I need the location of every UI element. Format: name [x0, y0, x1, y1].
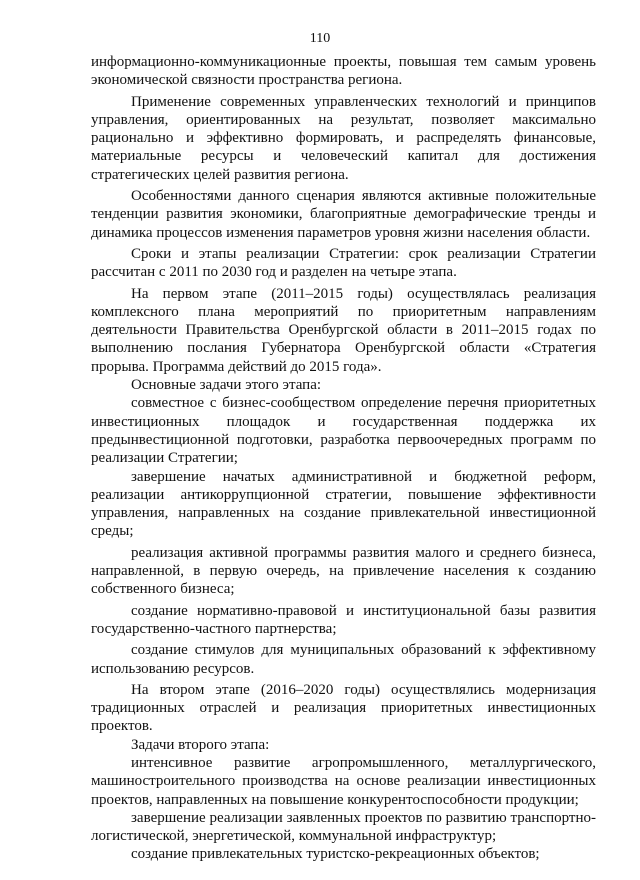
- paragraph-5: На первом этапе (2011–2015 годы) осуществлялась реализация комплексного плана мероприятий по приоритетным направлениям деятельности Правительства Оренбургской области в 2011–2015 годах по выполнению послания Губернатора Оренбургской области «Стратегия прорыва. Программа действий до 2015 года».: [91, 285, 596, 375]
- paragraph-7: совместное с бизнес-сообществом определение перечня приоритетных инвестиционных площадок и государственная поддержка их предынвестиционной подготовки, разработка первоочередных программ по реализации Стратегии;: [91, 395, 596, 467]
- paragraph-11: создание стимулов для муниципальных образований к эффективному использованию ресурсов.: [91, 642, 596, 677]
- paragraph-2: Применение современных управленческих технологий и принципов управления, ориентированных на результат, позволяет максимально рационально и эффективно формировать, и распределять финансовые, материальные ресурсы и человеческий капитал для достижения стратегических целей развития региона.: [91, 93, 596, 183]
- paragraph-9: реализация активной программы развития малого и среднего бизнеса, направленной, в первую очередь, на привлечение населения к созданию собственного бизнеса;: [91, 544, 596, 598]
- paragraph-4: Сроки и этапы реализации Стратегии: срок реализации Стратегии рассчитан с 2011 по 2030 год и разделен на четыре этапа.: [91, 245, 596, 281]
- paragraph-15: завершение реализации заявленных проектов по развитию транспортно-логистической, энергетической, коммунальной инфраструктур;: [91, 809, 596, 845]
- paragraph-12: На втором этапе (2016–2020 годы) осуществлялись модернизация традиционных отраслей и реализация приоритетных инвестиционных проектов.: [91, 681, 596, 735]
- paragraph-3: Особенностями данного сценария являются активные положительные тенденции развития экономики, благоприятные демографические тренды и динамика процессов изменения параметров уровня жизни населения области.: [91, 188, 596, 241]
- paragraph-6: Основные задачи этого этапа:: [131, 377, 322, 394]
- paragraph-14: интенсивное развитие агропромышленного, металлургического, машиностроительного производства на основе реализации инвестиционных проектов, направленных на повышение конкурентоспособности продукции;: [91, 754, 596, 808]
- paragraph-8: завершение начатых административной и бюджетной реформ, реализации антикоррупционной стратегии, повышение эффективности управления, направленных на создание привлекательной инвестиционной среды;: [91, 468, 596, 540]
- document-body: [91, 53, 596, 864]
- paragraph-13: Задачи второго этапа:: [131, 736, 270, 753]
- paragraph-16: создание привлекательных туристско-рекреационных объектов;: [131, 846, 540, 863]
- paragraph-1: информационно-коммуникационные проекты, повышая тем самым уровень экономической связности пространства региона.: [91, 54, 596, 89]
- page-number: 110: [309, 31, 331, 46]
- paragraph-10: создание нормативно-правовой и институциональной базы развития государственно-частного партнерства;: [91, 602, 596, 637]
